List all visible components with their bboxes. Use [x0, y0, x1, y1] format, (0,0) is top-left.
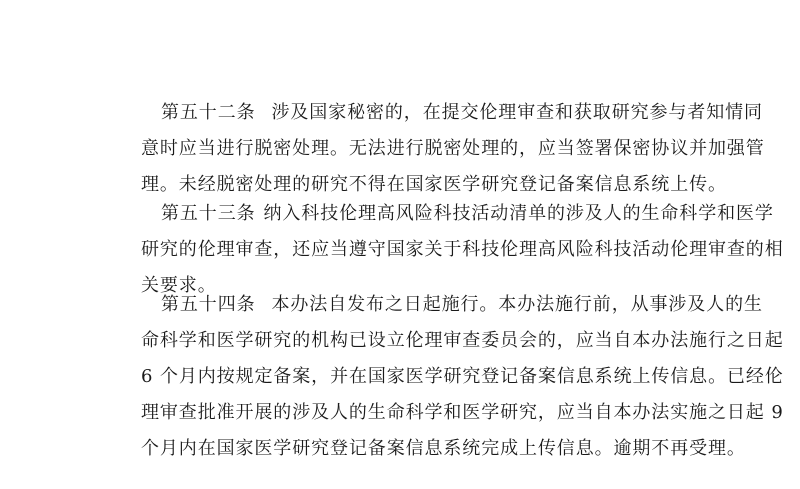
article-text-line: 研究的伦理审查，还应当遵守国家关于科技伦理高风险科技活动伦理审查的相: [141, 239, 784, 260]
article-text-line: 理。未经脱密处理的研究不得在国家医学研究登记备案信息系统上传。: [141, 174, 727, 195]
article-text-line: 纳入科技伦理高风险科技活动清单的涉及人的生命科学和医学: [263, 203, 774, 224]
article-label: 第五十三条: [161, 203, 256, 224]
article-label: 第五十二条: [161, 102, 256, 123]
article-first-line: [141, 196, 774, 232]
article-52: [141, 95, 765, 203]
article-text-line: 涉及国家秘密的，在提交伦理审查和获取研究参与者知情同: [271, 102, 763, 123]
article-first-line: [141, 287, 763, 323]
article-label: 第五十四条: [161, 294, 256, 315]
article-text-line: 本办法自发布之日起施行。本办法施行前，从事涉及人的生: [271, 294, 763, 315]
article-text-line: 命科学和医学研究的机构已设立伦理审查委员会的，应当自本办法施行之日起: [141, 330, 784, 351]
article-text-line: 关要求。: [141, 275, 217, 296]
article-text-line: 意时应当进行脱密处理。无法进行脱密处理的，应当签署保密协议并加强管: [141, 138, 765, 159]
article-text-line: 个月内在国家医学研究登记备案信息系统完成上传信息。逾期不再受理。: [141, 438, 746, 459]
article-text-line: 理审查批准开展的涉及人的生命科学和医学研究，应当自本办法实施之日起 9: [141, 402, 784, 423]
article-first-line: [141, 95, 763, 131]
article-54: [141, 287, 784, 467]
article-text-line: 6 个月内按规定备案，并在国家医学研究登记备案信息系统上传信息。已经伦: [141, 366, 784, 387]
